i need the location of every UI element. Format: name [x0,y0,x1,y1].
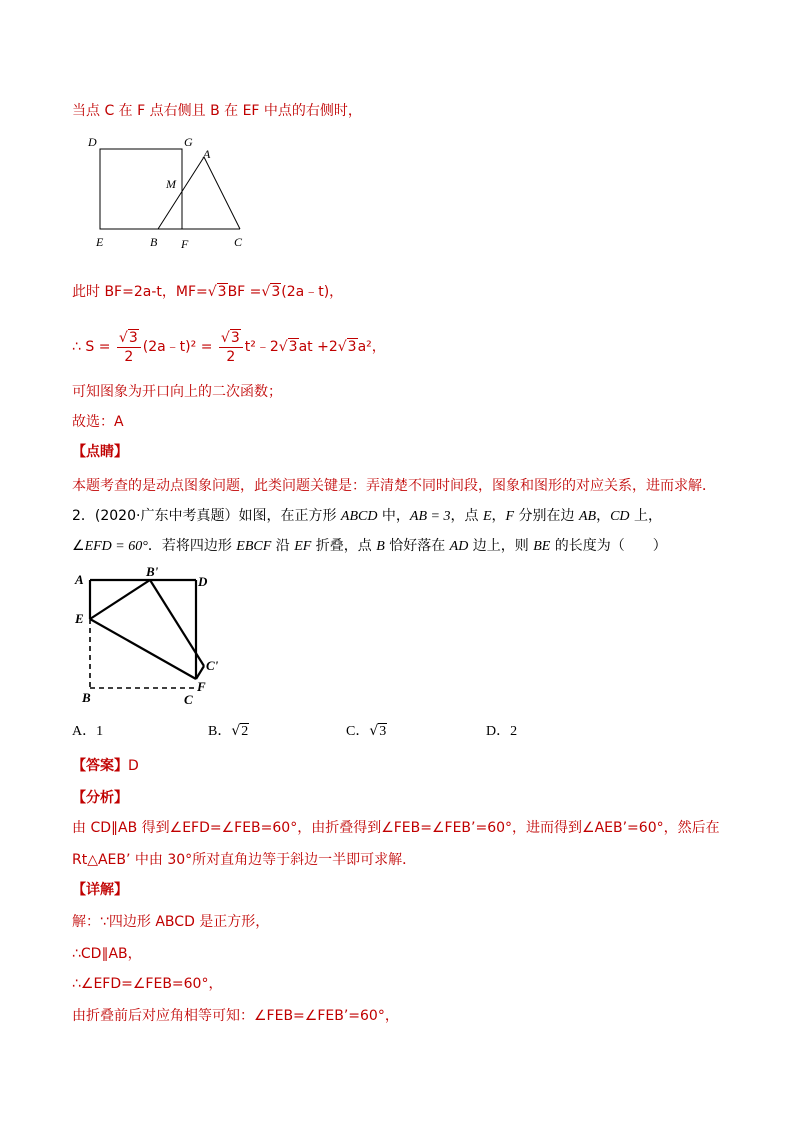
fraction-sqrt3-over-2-a: $\frac{√3}{2}$ [117,329,141,366]
dianjing-text: 本题考查的是动点图象问题，此类问题关键是：弄清楚不同时间段，图象和图形的对应关系，进而求解． [72,478,716,494]
label-f: F [181,237,189,251]
choice-line: 故选：A [72,414,124,430]
label-a2: A [75,572,84,587]
option-b: B．√2 [208,723,249,739]
quadratic-line: 可知图象为开口向上的二次函数； [72,384,282,400]
question-2-line-2: ∠EFD = 60°．若将四边形 EBCF 沿 EF 折叠，点 B 恰好落在 AD 边上，则 BE 的长度为（ ） [72,538,667,554]
bf-prefix: 此时 BF=2a-t，MF= [72,284,208,300]
bf-mf-line [72,283,343,301]
figure-1-diagram [80,130,260,255]
label-d: D [88,135,97,149]
s-formula [72,327,386,367]
sqrt-3-a: √3 [207,284,227,300]
segment-ac [204,157,240,229]
label-c2: C [184,692,193,707]
fraction-sqrt3-over-2-b: $\frac{√3}{2}$ [219,329,243,366]
fenxi-line-1: 由 CD∥AB 得到∠EFD=∠FEB=60°，由折叠得到∠FEB=∠FEB’=60°，进而得到∠AEB’=60°，然后在 [72,820,720,836]
label-c: C [234,235,243,249]
label-b2: B [82,690,91,705]
bf-mid: BF = [227,284,262,300]
s-mid2: t²﹣2 [244,339,279,355]
intro-line: 当点 C 在 F 点右侧且 B 在 EF 中点的右侧时， [72,103,362,119]
edge-eb-prime [90,580,150,619]
xiangjie-line-2: ∴CD∥AB， [72,946,142,962]
xiangjie-line-4: 由折叠前后对应角相等可知：∠FEB=∠FEB’=60°， [72,1008,399,1024]
s-mid1: (2a﹣t)² = [142,339,213,355]
s-prefix: ∴ S = [72,339,111,355]
question-2-line-1: 2．(2020·广东中考真题）如图，在正方形 ABCD 中，AB = 3，点 E，F 分别在边 AB，CD 上， [72,508,662,524]
edge-c-prime-f [196,666,204,679]
label-f2: F [197,679,206,694]
option-c: C．√3 [346,723,387,739]
label-e2: E [75,611,84,626]
answer-label: 【答案】 [72,758,128,774]
label-b-prime: B' [146,564,159,579]
fenxi-line-2: Rt△AEB’ 中由 30°所对直角边等于斜边一半即可求解． [72,852,417,868]
sqrt-3-b: √3 [261,284,281,300]
xiangjie-label: 【详解】 [72,882,128,898]
s-suffix: a²， [357,339,386,355]
xiangjie-line-1: 解：∵四边形 ABCD 是正方形， [72,914,270,930]
option-d: D．2 [486,724,518,739]
figure-2-diagram [70,562,240,710]
answer-line [72,757,139,775]
dianjing-label: 【点睛】 [72,444,128,460]
xiangjie-line-3: ∴∠EFD=∠FEB=60°， [72,976,223,992]
sqrt-3-d: √3 [337,339,357,355]
label-d2: D [198,574,208,589]
fenxi-label: 【分析】 [72,790,128,806]
label-c-prime: C' [206,658,219,673]
segment-ba [158,157,204,229]
option-a: A．1 [72,724,104,739]
bf-suffix: (2a﹣t)， [281,284,344,300]
answer-value: D [128,758,139,774]
label-e: E [96,235,104,249]
label-a: A [203,147,211,161]
sqrt-3-c: √3 [278,339,298,355]
s-mid3: at +2 [298,339,338,355]
label-g: G [184,135,193,149]
label-m: M [166,177,176,191]
label-b: B [150,235,158,249]
